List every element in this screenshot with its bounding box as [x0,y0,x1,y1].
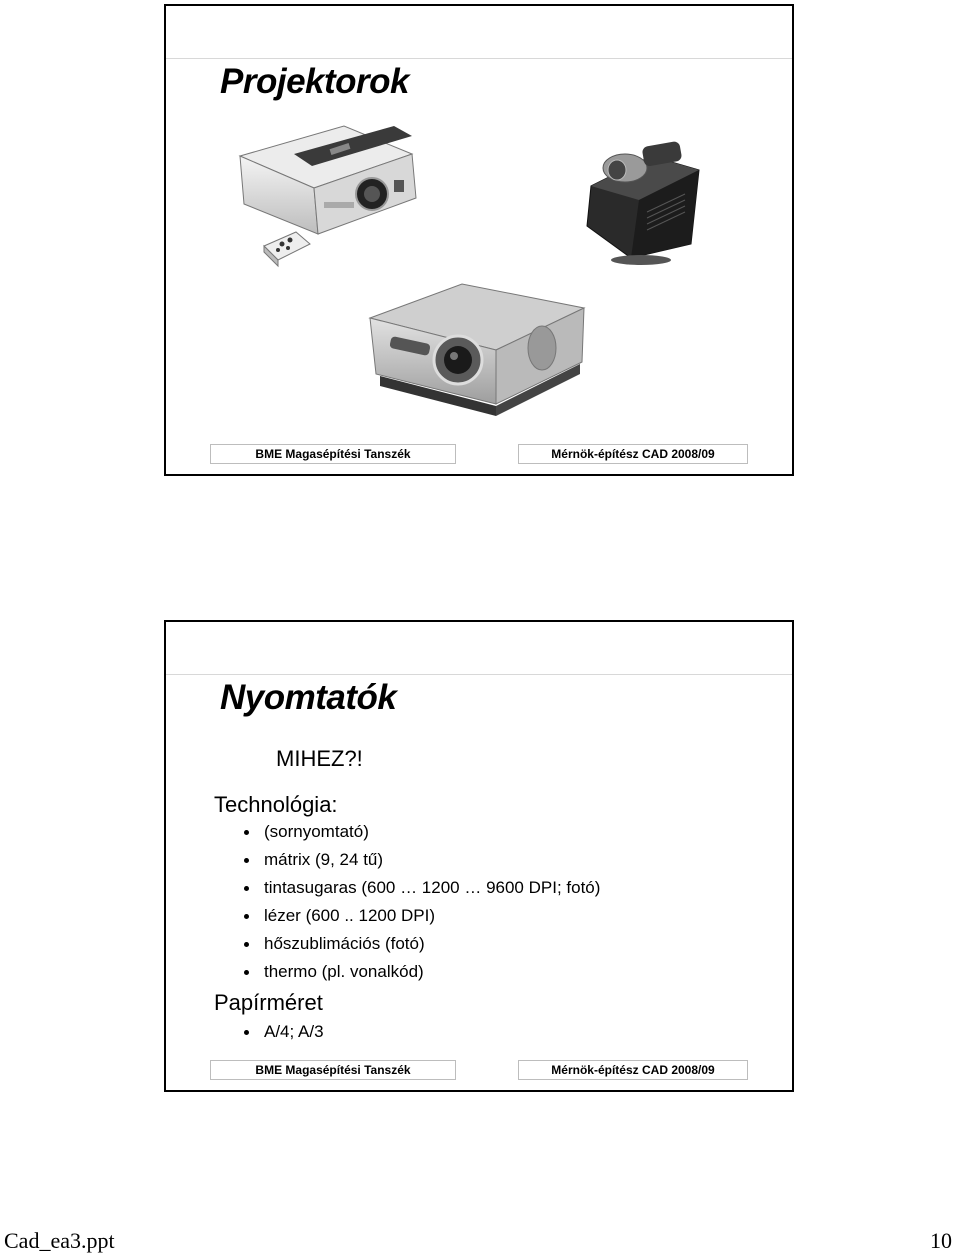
technology-list [242,818,600,986]
slide-top-rule [166,58,792,59]
footer-department: BME Magasépítési Tanszék [210,1060,456,1080]
footer-course: Mérnök-építész CAD 2008/09 [518,1060,748,1080]
mihez-line: MIHEZ?! [276,746,363,771]
file-name: Cad_ea3.ppt [4,1228,115,1253]
list-item: lézer (600 .. 1200 DPI) [242,902,600,930]
footer-course: Mérnök-építész CAD 2008/09 [518,444,748,464]
slide-projektorok [164,4,794,476]
slide-title: Nyomtatók [220,678,397,717]
footer-department: BME Magasépítési Tanszék [210,444,456,464]
page-number: 10 [930,1228,952,1253]
list-item: hőszublimációs (fotó) [242,930,600,958]
black-projector-image [581,126,706,266]
list-item: (sornyomtató) [242,818,600,846]
list-item: thermo (pl. vonalkód) [242,958,600,986]
slide-top-rule [166,674,792,675]
list-item: tintasugaras (600 … 1200 … 9600 DPI; fotó) [242,874,600,902]
paper-size-list [242,1018,324,1046]
white-projector-image [234,116,434,296]
paper-size-heading: Papírméret [214,990,323,1015]
slide-title: Projektorok [220,62,409,101]
list-item: mátrix (9, 24 tű) [242,846,600,874]
grey-projector-image [366,278,596,423]
list-item: A/4; A/3 [242,1018,324,1046]
slide-nyomtatok [164,620,794,1092]
technology-heading: Technológia: [214,792,338,817]
